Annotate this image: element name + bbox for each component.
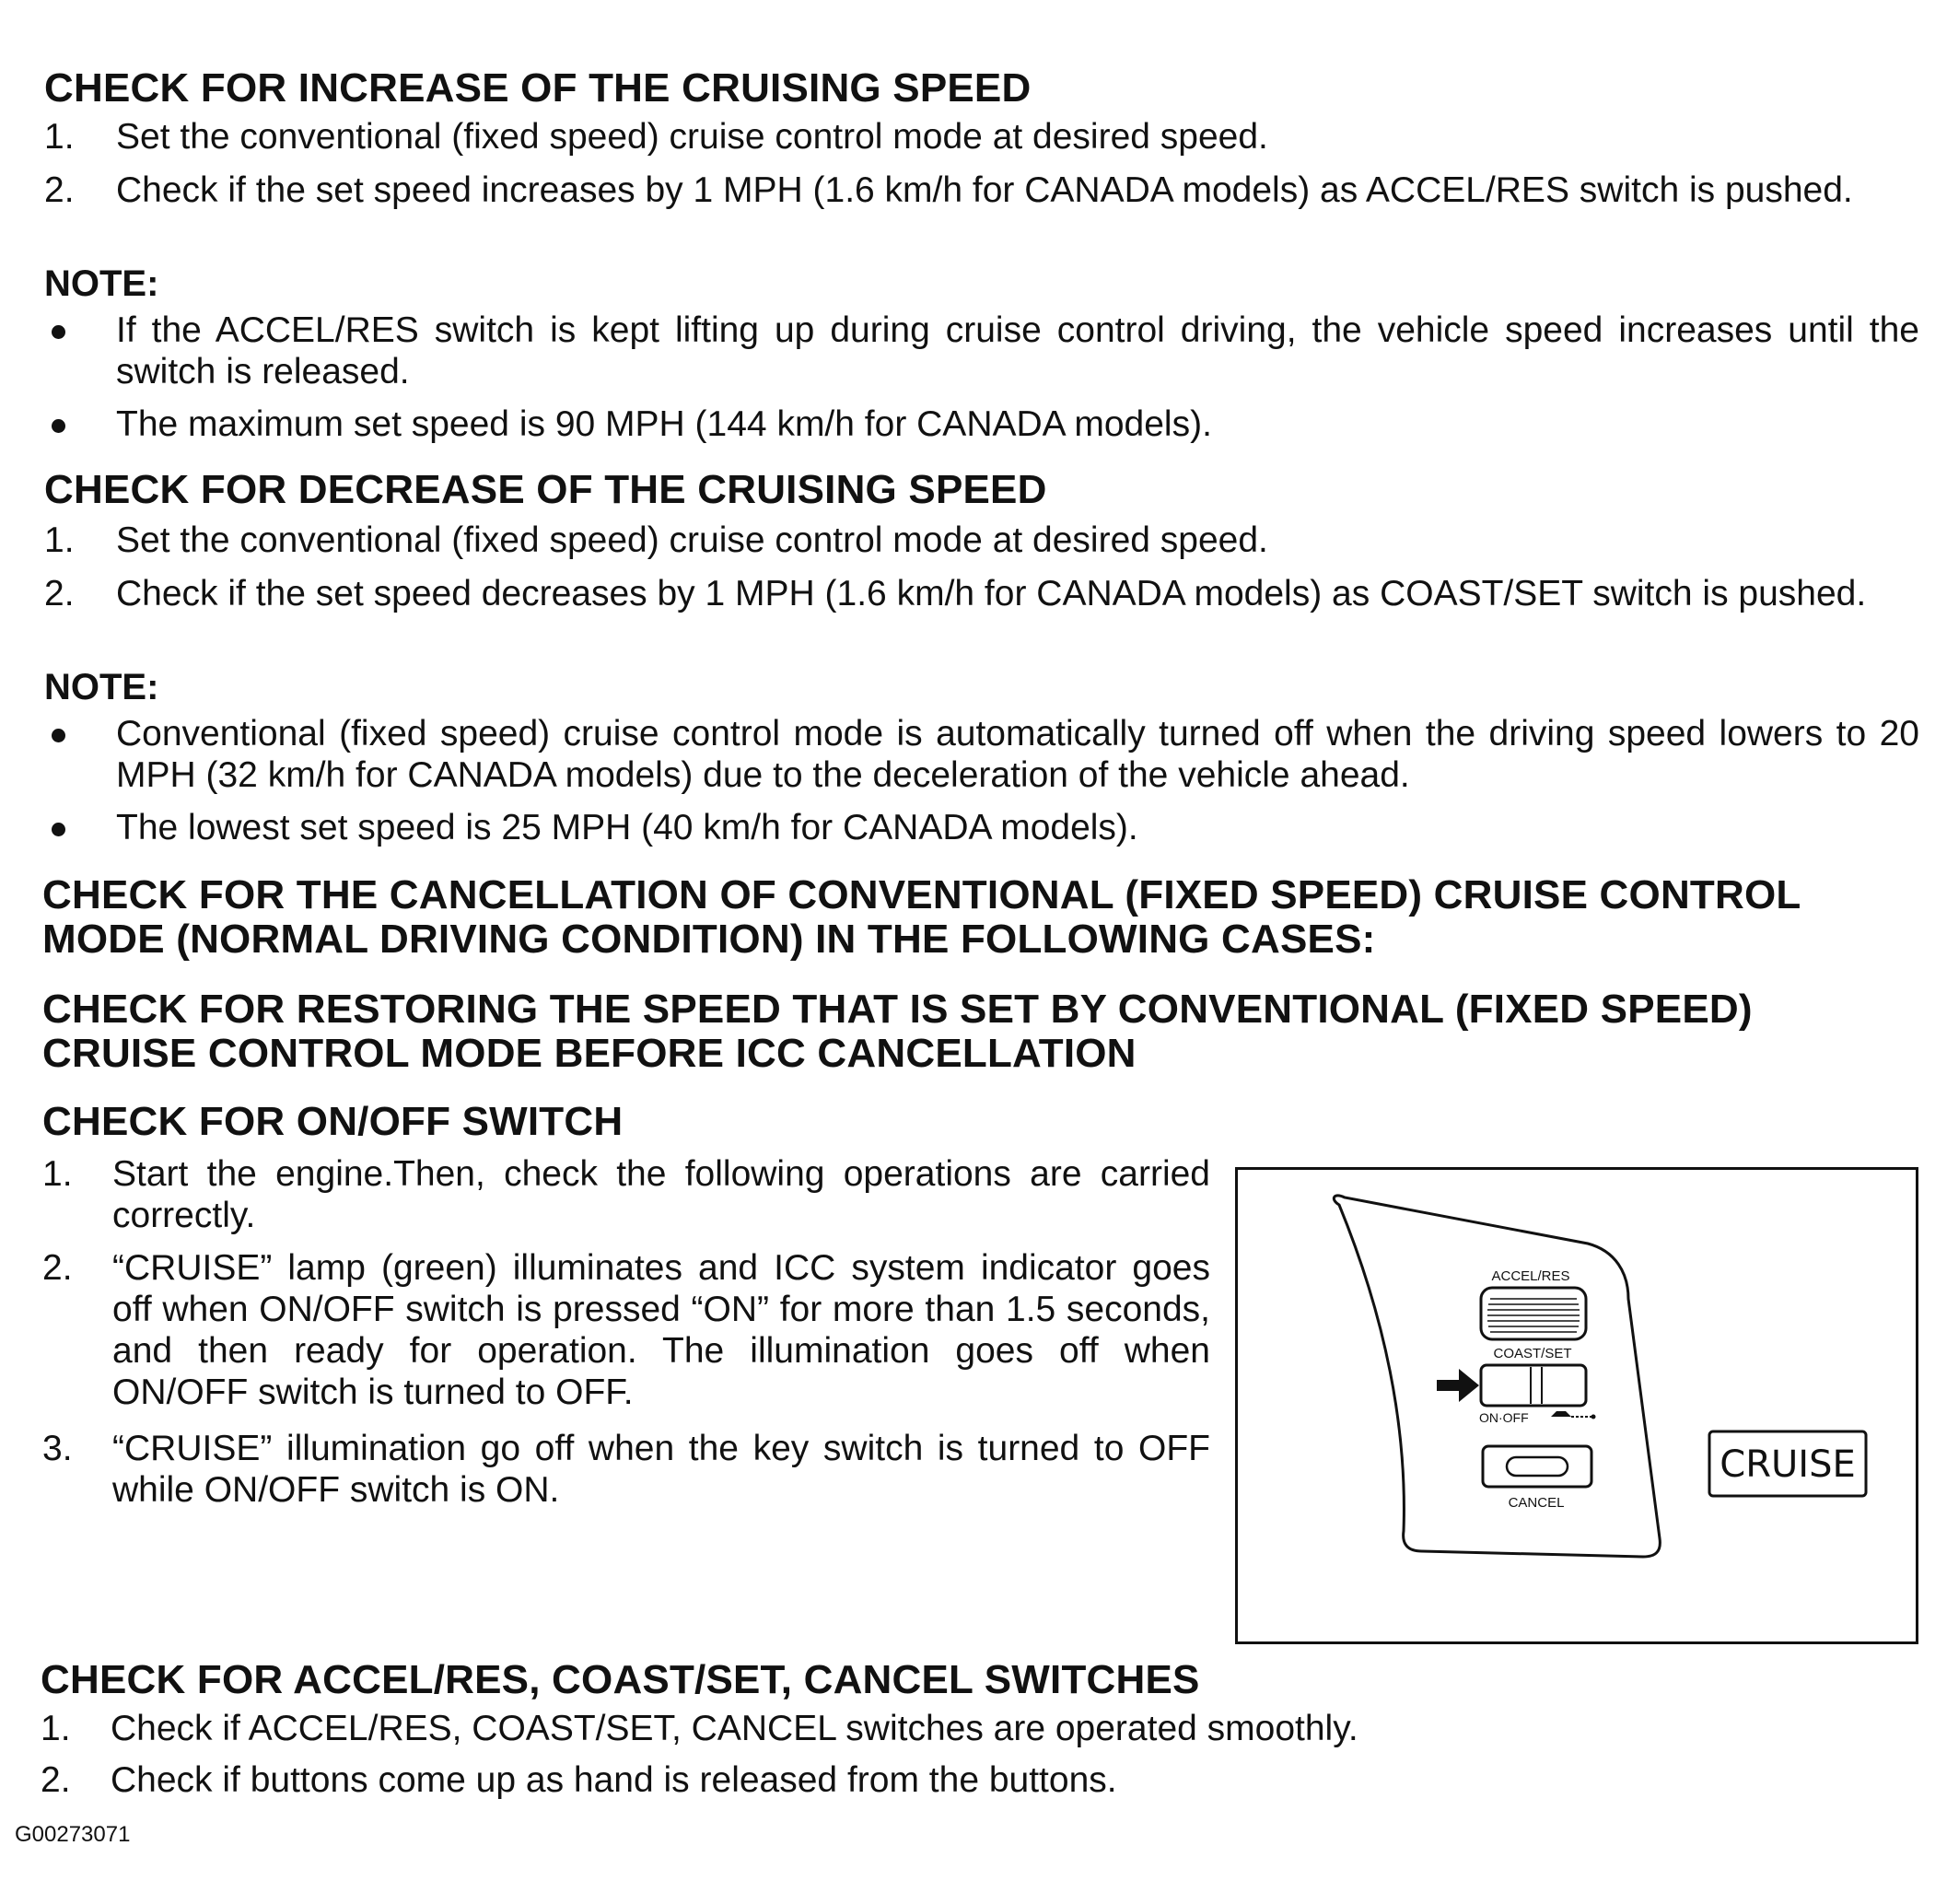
step-text: Set the conventional (fixed speed) cruise control mode at desired speed. (116, 520, 1268, 560)
step-text: Set the conventional (fixed speed) cruise control mode at desired speed. (116, 117, 1268, 157)
list-item (42, 1247, 1210, 1413)
step-text: Check if ACCEL/RES, COAST/SET, CANCEL switches are operated smoothly. (111, 1709, 1358, 1748)
accel-res-grip-lines (1487, 1299, 1580, 1332)
step-number: 2. (44, 170, 75, 210)
section-title-switches: CHECK FOR ACCEL/RES, COAST/SET, CANCEL SWITCHES (41, 1657, 1200, 1702)
note-text: The maximum set speed is 90 MPH (144 km/h for CANADA models). (116, 404, 1212, 444)
coast-set-label: COAST/SET (1493, 1346, 1572, 1361)
step-text: Start the engine.Then, check the following operations are carried correctly. (112, 1154, 1210, 1235)
cruise-lamp-label: CRUISE (1720, 1443, 1856, 1486)
step-text: Check if the set speed decreases by 1 MPH (1.6 km/h for CANADA models) as COAST/SET switch is pushed. (116, 574, 1867, 613)
list-item (44, 807, 1919, 848)
list-item (44, 713, 1919, 796)
on-off-label: ON·OFF (1479, 1410, 1529, 1425)
on-off-switch (1481, 1365, 1586, 1406)
step-number: 2. (41, 1760, 71, 1800)
cancel-label: CANCEL (1508, 1495, 1565, 1511)
step-text: “CRUISE” illumination go off when the key switch is turned to OFF while ON/OFF switch is ON. (112, 1429, 1210, 1510)
list-item (42, 1428, 1210, 1511)
note-text: The lowest set speed is 25 MPH (40 km/h for CANADA models). (116, 808, 1138, 847)
bullet-icon (52, 419, 65, 433)
bullet-icon (52, 729, 65, 742)
note-text: Conventional (fixed speed) cruise control mode is automatically turned off when the driving speed lowers to 20 MPH (32 km/h for CANADA models) due to the deceleration of the vehicle ahead. (116, 714, 1919, 795)
note-label: NOTE: (44, 263, 159, 304)
step-text: “CRUISE” lamp (green) illuminates and ICC system indicator goes off when ON/OFF switch is pressed “ON” for more than 1.5 seconds, and then ready for operation. The illumination goes off when ON/OFF switch is turned to OFF. (112, 1248, 1210, 1412)
section-title-cancellation: CHECK FOR THE CANCELLATION OF CONVENTIONAL (FIXED SPEED) CRUISE CONTROL MODE (NORMAL DRIVING CONDITION) IN THE FOLLOWING CASES: (42, 872, 1801, 962)
list-item (44, 403, 1919, 445)
list-item (44, 310, 1919, 392)
list-item (42, 1153, 1210, 1236)
accel-res-label: ACCEL/RES (1491, 1268, 1570, 1284)
section-title-onoff: CHECK FOR ON/OFF SWITCH (42, 1099, 624, 1144)
section-title-increase: CHECK FOR INCREASE OF THE CRUISING SPEED (44, 65, 1032, 111)
list-item (41, 1708, 1919, 1749)
bullet-icon (52, 823, 65, 836)
steering-switch-figure (1235, 1167, 1918, 1644)
document-code: G00273071 (15, 1822, 131, 1847)
car-icon (1551, 1411, 1596, 1419)
step-number: 2. (44, 574, 75, 613)
bullet-icon (52, 325, 65, 339)
section-title-restoring: CHECK FOR RESTORING THE SPEED THAT IS SET BY CONVENTIONAL (FIXED SPEED) CRUISE CONTROL MODE BEFORE ICC CANCELLATION (42, 987, 1753, 1076)
arrow-right-icon (1437, 1369, 1479, 1402)
list-item (44, 169, 1919, 252)
step-number: 1. (42, 1154, 73, 1194)
note-text: If the ACCEL/RES switch is kept lifting up during cruise control driving, the vehicle speed increases until the switch is released. (116, 310, 1919, 391)
step-number: 3. (42, 1429, 73, 1468)
step-text: Check if the set speed increases by 1 MPH (1.6 km/h for CANADA models) as ACCEL/RES switch is pushed. (116, 170, 1853, 210)
step-text: Check if buttons come up as hand is released from the buttons. (111, 1760, 1117, 1800)
list-item (44, 520, 1919, 561)
list-item (44, 573, 1919, 656)
list-item (41, 1759, 1919, 1801)
step-number: 2. (42, 1248, 73, 1288)
step-number: 1. (41, 1709, 71, 1748)
note-label: NOTE: (44, 667, 159, 707)
step-number: 1. (44, 117, 75, 157)
section-title-decrease: CHECK FOR DECREASE OF THE CRUISING SPEED (44, 467, 1047, 512)
step-number: 1. (44, 520, 75, 560)
list-item (44, 116, 1919, 158)
